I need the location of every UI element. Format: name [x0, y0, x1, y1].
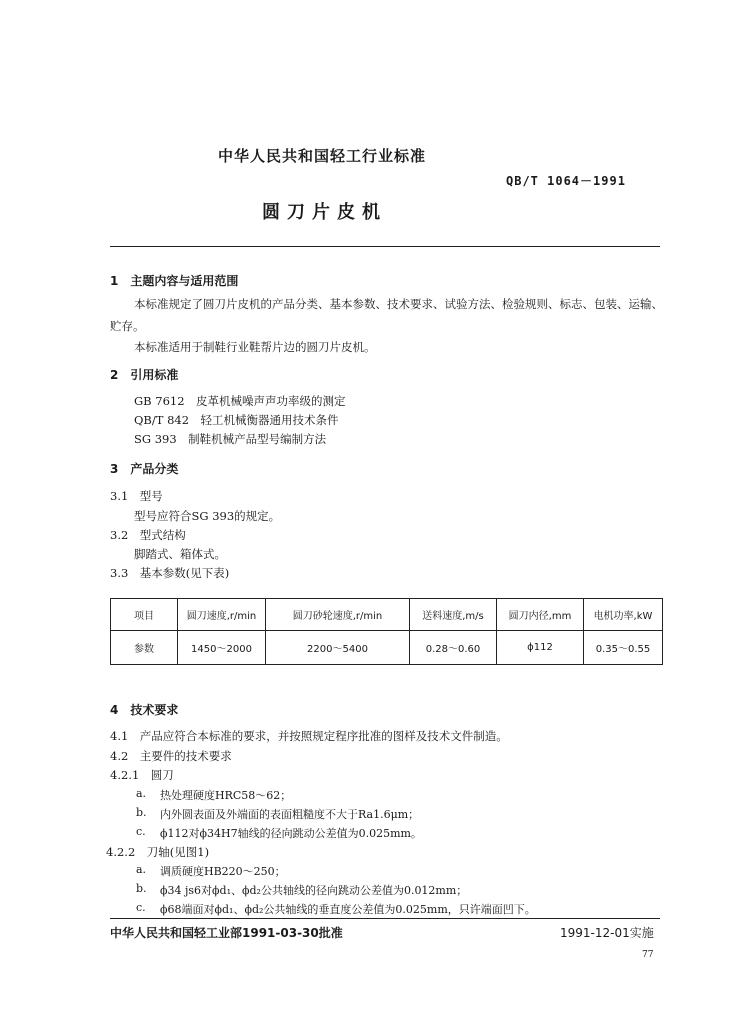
- table-header-row: [111, 599, 663, 631]
- document-title: 圆刀片皮机: [262, 202, 387, 223]
- approval-statement: 中华人民共和国轻工业部1991-03-30批准: [110, 926, 343, 940]
- list-item-text: ϕ34 js6对ϕd₁、ϕd₂公共轴线的径向跳动公差值为0.012mm；: [160, 884, 468, 897]
- table-header-cell: 圆刀砂轮速度,r/min: [266, 599, 410, 631]
- table-cell: ϕ112: [497, 631, 584, 665]
- section-1-paragraph-1-line-1: 本标准规定了圆刀片皮机的产品分类、基本参数、技术要求、试验方法、检验规则、标志、包装、运输、: [134, 297, 663, 311]
- section-3-2-heading: 3.2 型式结构: [110, 528, 186, 542]
- list-item-text: 调质硬度HB220～250；: [160, 865, 286, 878]
- table-cell: 0.35～0.55: [584, 631, 663, 665]
- section-4-2-1-heading: 4.2.1 圆刀: [110, 768, 174, 782]
- table-header-cell: 电机功率,kW: [584, 599, 663, 631]
- section-4-2-heading: 4.2 主要件的技术要求: [110, 749, 232, 763]
- list-item-text: 热处理硬度HRC58～62；: [160, 789, 292, 802]
- section-3-1-heading: 3.1 型号: [110, 489, 163, 503]
- table-cell: 2200～5400: [266, 631, 410, 665]
- table-header-cell: 送料速度,m/s: [410, 599, 497, 631]
- section-3-3-heading: 3.3 基本参数(见下表): [110, 566, 230, 580]
- table-cell: 0.28～0.60: [410, 631, 497, 665]
- table-cell: 1450～2000: [178, 631, 266, 665]
- section-3-heading: 3 产品分类: [110, 462, 179, 476]
- standard-code: QB/T 1064－1991: [506, 174, 626, 188]
- implementation-date: 1991-12-01实施: [560, 926, 654, 940]
- section-1-paragraph-1-line-2: 贮存。: [110, 319, 145, 333]
- table-header-cell: 圆刀内径,mm: [497, 599, 584, 631]
- list-item-label: c.: [136, 901, 146, 914]
- list-item-text: 内外圆表面及外端面的表面粗糙度不大于Ra1.6μm；: [160, 808, 420, 821]
- table-header-cell: 圆刀速度,r/min: [178, 599, 266, 631]
- section-4-heading: 4 技术要求: [110, 703, 179, 717]
- header-rule: [110, 246, 660, 247]
- standard-category-heading: 中华人民共和国轻工行业标准: [218, 147, 427, 165]
- reference-item: SG 393 制鞋机械产品型号编制方法: [134, 432, 327, 446]
- table-header-cell: 项目: [111, 599, 178, 631]
- section-1-heading: 1 主题内容与适用范围: [110, 274, 239, 288]
- section-4-1-text: 4.1 产品应符合本标准的要求，并按照规定程序批准的图样及技术文件制造。: [110, 729, 508, 743]
- list-item-label: b.: [136, 806, 147, 819]
- reference-item: QB/T 842 轻工机械衡器通用技术条件: [134, 413, 339, 427]
- reference-item: GB 7612 皮革机械噪声声功率级的测定: [134, 394, 346, 408]
- section-2-heading: 2 引用标准: [110, 368, 179, 382]
- section-4-2-2-heading: 4.2.2 刀轴(见图1): [106, 845, 210, 859]
- section-1-paragraph-2: 本标准适用于制鞋行业鞋帮片边的圆刀片皮机。: [134, 340, 376, 354]
- section-3-2-text: 脚踏式、箱体式。: [134, 547, 226, 561]
- section-3-1-text: 型号应符合SG 393的规定。: [134, 509, 281, 523]
- basic-parameters-table: [110, 598, 663, 665]
- table-row: [111, 631, 663, 665]
- list-item-text: ϕ68端面对ϕd₁、ϕd₂公共轴线的垂直度公差值为0.025mm，只许端面凹下。: [160, 903, 536, 916]
- list-item-label: a.: [136, 787, 147, 800]
- list-item-text: ϕ112对ϕ34H7轴线的径向跳动公差值为0.025mm。: [160, 827, 422, 840]
- page-number: 77: [642, 950, 654, 960]
- table-cell: 参数: [111, 631, 178, 665]
- footer-rule: [110, 918, 660, 919]
- list-item-label: b.: [136, 882, 147, 895]
- list-item-label: c.: [136, 825, 146, 838]
- list-item-label: a.: [136, 863, 147, 876]
